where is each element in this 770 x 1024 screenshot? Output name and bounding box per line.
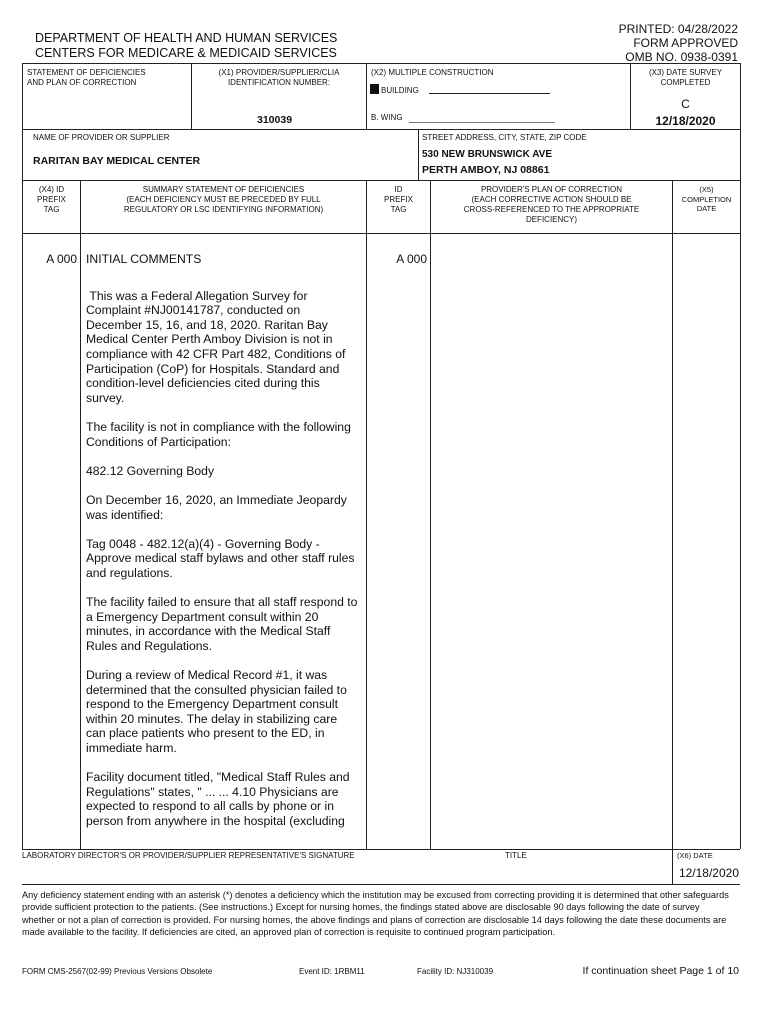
plan-header-line-1: PROVIDER'S PLAN OF CORRECTION: [480, 185, 623, 194]
omb-number: OMB NO. 0938-0391: [625, 50, 738, 64]
x4-header-line-1: (X4) ID: [38, 185, 65, 194]
id-header-line-2: PREFIX: [384, 195, 413, 204]
x5-header-line-3: DATE: [696, 204, 717, 213]
provider-id-number: 310039: [257, 114, 293, 126]
address-line-1: 530 NEW BRUNSWICK AVE: [422, 149, 553, 160]
disclaimer-text: Any deficiency statement ending with an asterisk (*) denotes a deficiency which the institution may be excused from correcting providing it is determined that other safeguards provide sufficient protection to the patients. (See instructions.) Except for nursing homes, the findings stated above are disclosable 90 days following the date of survey whether or not a plan of correction is provided. For nursing homes, the above findings and plans of correction are disclosable 14 days following the date these documents are made available to the facility. If deficiencies are cited, an approved plan of correction is requisite to continued program participation.: [22, 890, 729, 937]
page-number: If continuation sheet Page 1 of 10: [582, 965, 739, 977]
x3-label-line-1: (X3) DATE SURVEY: [648, 68, 723, 77]
building-line: [370, 84, 419, 96]
signature-label: LABORATORY DIRECTOR'S OR PROVIDER/SUPPLIER REPRESENTATIVE'S SIGNATURE: [22, 851, 355, 860]
x1-label: [192, 68, 366, 88]
paragraph: During a review of Medical Record #1, it was determined that the consulted physician failed to respond to the Emergency Department consult within 20 minutes. The delay in stabilizing care can place patients who present to the ED, in immediate harm.: [86, 668, 347, 755]
prefix-tag-right: A 000: [396, 252, 427, 266]
x5-header-line-1: (X5): [699, 185, 714, 194]
x4-header-line-2: PREFIX: [37, 195, 66, 204]
paragraph: The facility is not in compliance with the following Conditions of Participation:: [86, 419, 351, 449]
provider-name-label: NAME OF PROVIDER OR SUPPLIER: [33, 133, 170, 142]
plan-header-line-3: CROSS-REFERENCED TO THE APPROPRIATE: [463, 205, 640, 214]
wing-label: B. WING: [371, 113, 403, 122]
paragraph: On December 16, 2020, an Immediate Jeopardy was identified:: [86, 492, 347, 522]
x6-date-label: (X6) DATE: [677, 851, 713, 860]
statement-label-line-2: AND PLAN OF CORRECTION: [27, 78, 137, 87]
summary-header: [81, 185, 366, 215]
title-label: TITLE: [505, 851, 527, 860]
plan-header-line-2: (EACH CORRECTIVE ACTION SHOULD BE: [471, 195, 632, 204]
paragraph: This was a Federal Allegation Survey for Complaint #NJ00141787, conducted on December 15, 16, and 18, 2020. Raritan Bay Medical Center Perth Amboy Division is not in compliance with 42 CFR Part 482, Conditions of Participation (CoP) for Hospitals. Standard and condition-level deficiencies cited during this survey.: [86, 288, 349, 405]
section-heading: INITIAL COMMENTS: [86, 252, 202, 266]
department-line-1: DEPARTMENT OF HEALTH AND HUMAN SERVICES: [35, 31, 338, 45]
plan-header-line-4: DEFICIENCY): [525, 215, 578, 224]
summary-header-line-3: REGULATORY OR LSC IDENTIFYING INFORMATION): [123, 205, 324, 214]
x5-header-line-2: COMPLETION: [681, 194, 732, 204]
department-name: [35, 31, 337, 61]
paragraph: The facility failed to ensure that all staff respond to a Emergency Department consult within 20 minutes, in accordance with the Medical Staff Rules and Regulations.: [86, 595, 358, 653]
prefix-tag-left: A 000: [46, 252, 77, 266]
x5-header: [673, 185, 740, 214]
paragraph: Facility document titled, "Medical Staff Rules and Regulations" states, " ... ... 4.10 Physicians are expected to respond to all calls by phone or in person from anywhere in the hospital (excluding: [86, 770, 350, 828]
summary-header-line-2: (EACH DEFICIENCY MUST BE PRECEDED BY FULL: [126, 195, 321, 204]
address-label: STREET ADDRESS, CITY, STATE, ZIP CODE: [422, 133, 587, 142]
deficiency-statement: [86, 252, 358, 843]
survey-completed-date: 12/18/2020: [655, 114, 716, 128]
statement-label-line-1: STATEMENT OF DEFICIENCIES: [27, 68, 146, 77]
form-number: FORM CMS-2567(02-99) Previous Versions Obsolete: [22, 967, 213, 976]
paragraph: 482.12 Governing Body: [86, 463, 215, 478]
summary-header-line-1: SUMMARY STATEMENT OF DEFICIENCIES: [142, 185, 305, 194]
event-id: Event ID: 1RBM11: [299, 967, 365, 976]
survey-type-code: C: [681, 97, 690, 111]
x4-header: [23, 185, 80, 215]
id-header-line-1: ID: [394, 185, 403, 194]
print-info: [619, 22, 738, 64]
x1-label-line-2: IDENTIFICATION NUMBER:: [227, 78, 331, 87]
facility-id: Facility ID: NJ310039: [417, 967, 494, 976]
x3-label-line-2: COMPLETED: [660, 78, 711, 87]
id-header-line-3: TAG: [390, 205, 407, 214]
building-checkbox: [370, 84, 379, 94]
printed-date: PRINTED: 04/28/2022: [618, 22, 738, 36]
paragraph: Tag 0048 - 482.12(a)(4) - Governing Body - Approve medical staff bylaws and other staff rules and regulations.: [86, 536, 355, 580]
x3-label: [631, 68, 740, 88]
address-line-2: PERTH AMBOY, NJ 08861: [422, 164, 550, 176]
statement-label: [27, 68, 146, 88]
form-approved: FORM APPROVED: [633, 36, 738, 50]
plan-header: [431, 185, 672, 225]
department-line-2: CENTERS FOR MEDICARE & MEDICAID SERVICES: [35, 46, 337, 60]
x1-label-line-1: (X1) PROVIDER/SUPPLIER/CLIA: [218, 68, 340, 77]
x4-header-line-3: TAG: [43, 205, 60, 214]
signature-date: 12/18/2020: [678, 866, 739, 880]
id-header: [367, 185, 430, 215]
provider-name: RARITAN BAY MEDICAL CENTER: [33, 155, 201, 167]
x2-label: (X2) MULTIPLE CONSTRUCTION: [371, 68, 494, 77]
building-label: BUILDING: [381, 86, 419, 95]
